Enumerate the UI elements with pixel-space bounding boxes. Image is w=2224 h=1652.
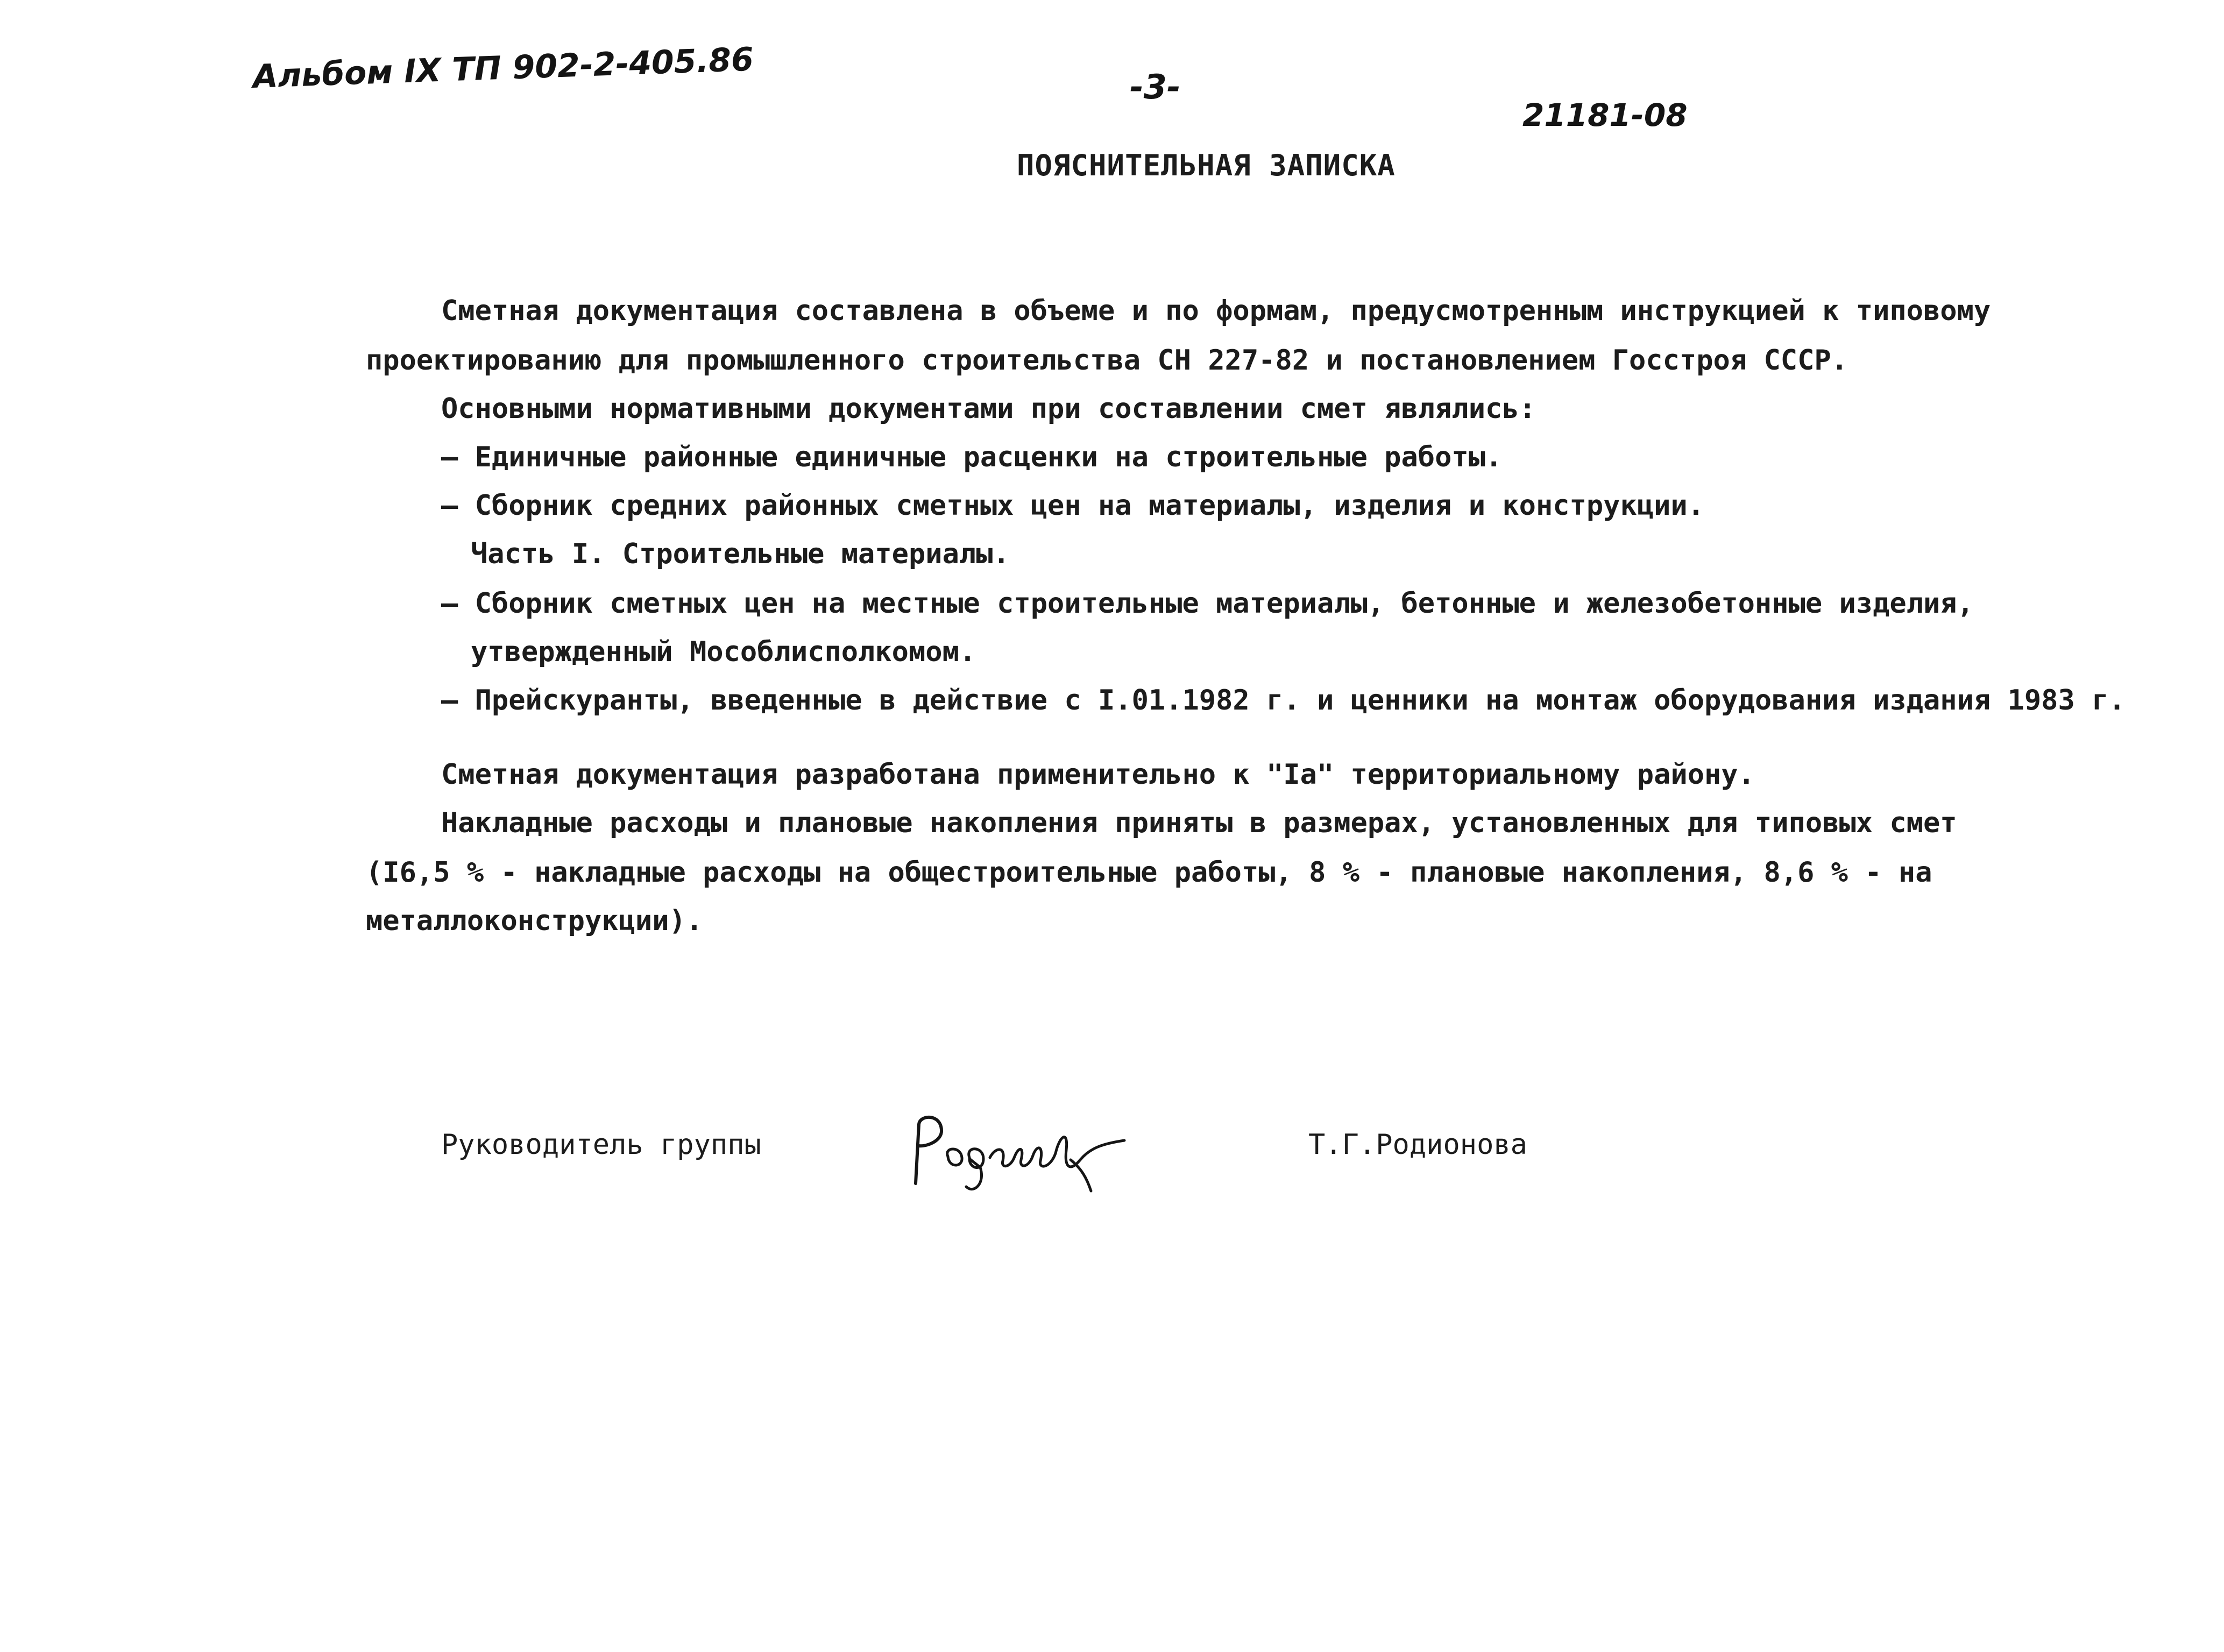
list-item: – Сборник сметных цен на местные строительные материалы, бетонные и железобетонные изделия, [441, 587, 1974, 620]
signatory-name: Т.Г.Родионова [1308, 1129, 1527, 1161]
paragraph-line: Сметная документация составлена в объеме и по формам, предусмотренным инструкцией к типовому [441, 295, 1991, 327]
list-item: – Единичные районные единичные расценки на строительные работы. [441, 441, 1502, 473]
paragraph-line: Накладные расходы и плановые накопления приняты в размерах, установленных для типовых смет [441, 807, 1957, 839]
list-item-continuation: Часть I. Строительные материалы. [471, 538, 1010, 570]
list-item-continuation: утвержденный Мособлисполкомом. [471, 636, 976, 668]
list-item: – Прейскуранты, введенные в действие с I.01.1982 г. и ценники на монтаж оборудования издания 1983 г. [441, 684, 2126, 717]
handwritten-signature [909, 1108, 1135, 1200]
paragraph-line: металлоконструкции). [366, 905, 703, 937]
document-title: ПОЯСНИТЕЛЬНАЯ ЗАПИСКА [1017, 148, 1396, 182]
paragraph-line: Основными нормативными документами при составлении смет являлись: [441, 393, 1536, 425]
album-reference: Альбом IX ТП 902-2-405.86 [252, 40, 754, 96]
page-number: -3- [1130, 67, 1181, 107]
list-item: – Сборник средних районных сметных цен на материалы, изделия и конструкции. [441, 490, 1704, 522]
registration-number: 21181-08 [1522, 97, 1688, 133]
signature-role: Руководитель группы [441, 1129, 761, 1161]
paragraph-line: (I6,5 % - накладные расходы на общестроительные работы, 8 % - плановые накопления, 8,6 % - на [366, 856, 1932, 889]
paragraph-line: Сметная документация разработана применительно к "Iа" территориальному району. [441, 758, 1755, 791]
paragraph-line: проектированию для промышленного строительства СН 227-82 и постановлением Госстроя СССР. [366, 344, 1848, 377]
